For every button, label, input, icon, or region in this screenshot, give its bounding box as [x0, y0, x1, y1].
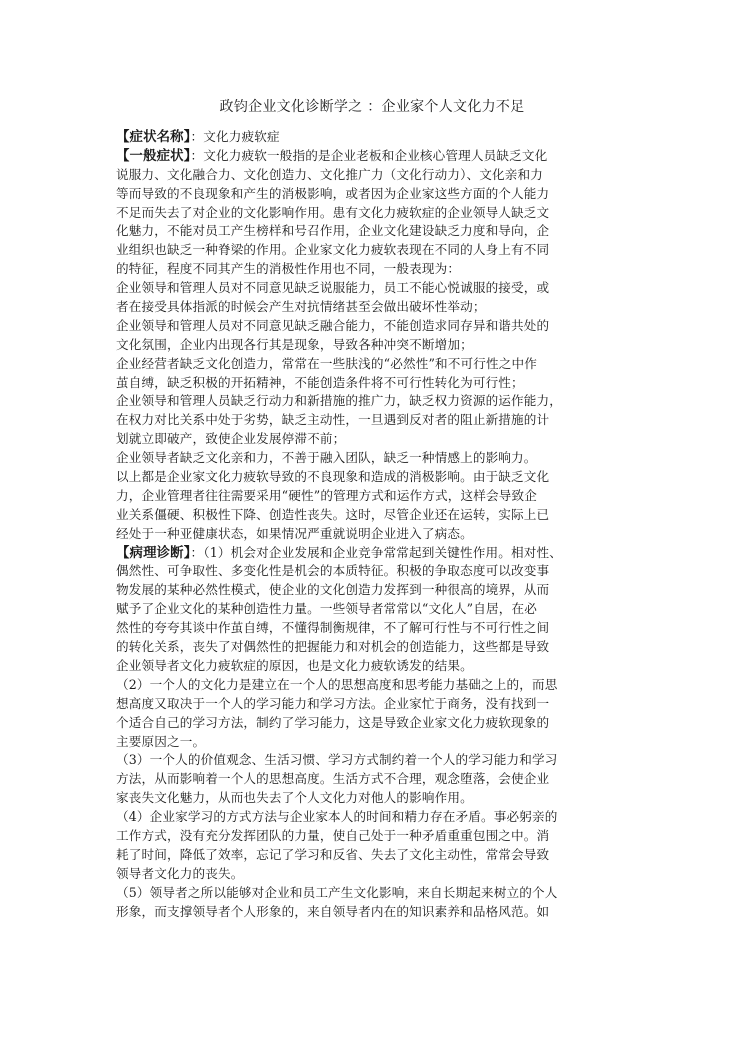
text-line: 说服力、文化融合力、文化创造力、文化推广力（文化行动力）、文化亲和力 — [116, 166, 543, 182]
text-line: 企业领导者文化力疲软症的原因，也是文化力疲软诱发的结果。 — [116, 657, 473, 673]
text-line: 化魅力，不能对员工产生榜样和号召作用，企业文化建设缺乏力度和导向，企 — [116, 223, 550, 239]
text-line: 想高度又取决于一个人的学习能力和学习方法。企业家忙于商务，没有找到一 — [116, 695, 550, 711]
diagnosis-first-text: ：（1）机会对企业发展和企业竞争常常起到关键性作用。相对性、 — [190, 544, 562, 560]
text-line: 以上都是企业家文化力疲软导致的不良现象和造成的消极影响。由于缺乏文化 — [116, 469, 550, 485]
general-symptoms-line — [116, 147, 636, 166]
text-line: 等而导致的不良现象和产生的消极影响，或者因为企业家这些方面的个人能力 — [116, 185, 550, 201]
general-symptoms-paragraph — [116, 166, 636, 544]
text-line: 企业领导和管理人员对不同意见缺乏融合能力，不能创造求同存异和谐共处的 — [116, 317, 550, 333]
text-line: 企业经营者缺乏文化创造力，常常在一些肤浅的“必然性”和不可行性之中作 — [116, 355, 537, 371]
document-title: 政钧企业文化诊断学之 ：企业家个人文化力不足 — [219, 99, 525, 115]
text-line: 经处于一种亚健康状态，如果情况严重就说明企业进入了病态。 — [116, 525, 473, 541]
text-line: 家丧失文化魅力，从而也失去了个人文化力对他人的影响作用。 — [116, 790, 473, 806]
text-line: 方法，从而影响着一个人的思想高度。生活方式不合理，观念堕落，会使企业 — [116, 771, 550, 787]
symptom-name-line — [116, 128, 636, 147]
text-line: 企业领导者缺乏文化亲和力，不善于融入团队，缺乏一种情感上的影响力。 — [116, 450, 537, 466]
document-body — [116, 128, 636, 921]
text-line: 企业领导和管理人员缺乏行动力和新措施的推广力，缺乏权力资源的运作能力， — [116, 393, 563, 409]
text-line: 赋予了企业文化的某种创造性力量。一些领导者常常以“文化人”自居，在必 — [116, 601, 537, 617]
text-line: 文化氛围，企业内出现各行其是现象，导致各种冲突不断增加； — [116, 336, 473, 352]
text-line: 不足而失去了对企业的文化影响作用。患有文化力疲软症的企业领导人缺乏文 — [116, 204, 550, 220]
text-line: 在权力对比关系中处于劣势，缺乏主动性，一旦遇到反对者的阻止新措施的计 — [116, 412, 550, 428]
text-line: 业组织也缺乏一种脊梁的作用。企业家文化力疲软表现在不同的人身上有不同 — [116, 242, 550, 258]
text-line: 个适合自己的学习方法，制约了学习能力，这是导致企业家文化力疲软现象的 — [116, 714, 550, 730]
text-line: （4）企业家学习的方式方法与企业家本人的时间和精力存在矛盾。事必躬亲的 — [116, 809, 558, 825]
diagnosis-paragraph — [116, 562, 636, 921]
text-line: 然性的夸夸其谈中作茧自缚，不懂得制衡规律，不了解可行性与不可行性之间 — [116, 620, 550, 636]
text-line: 企业领导和管理人员对不同意见缺乏说服能力，员工不能心悦诚服的接受，或 — [116, 280, 550, 296]
text-line: 业关系僵硬、积极性下降、创造性丧失。这时，尽管企业还在运转，实际上已 — [116, 506, 550, 522]
text-line: 的转化关系，丧失了对偶然性的把握能力和对机会的创造能力，这些都是导致 — [116, 639, 550, 655]
text-line: 偶然性、可争取性、多变化性是机会的本质特征。积极的争取态度可以改变事 — [116, 563, 550, 579]
text-line: 耗了时间，降低了效率，忘记了学习和反省、失去了文化主动性，常常会导致 — [116, 846, 550, 862]
diagnosis-line — [116, 544, 636, 563]
text-line: 的特征，程度不同其产生的消极性作用也不同，一般表现为： — [116, 261, 461, 277]
text-line: 物发展的某种必然性模式，使企业的文化创造力发挥到一种很高的境界，从而 — [116, 582, 550, 598]
text-line: 划就立即破产，致使企业发展停滞不前； — [116, 431, 346, 447]
general-symptoms-first-text: ：文化力疲软一般指的是企业老板和企业核心管理人员缺乏文化 — [190, 147, 548, 163]
text-line: 形象，而支撑领导者个人形象的，来自领导者内在的知识素养和品格风范。如 — [116, 903, 550, 919]
symptom-name-label: 【症状名称】 — [116, 130, 191, 145]
general-symptoms-label: 【一般症状】 — [116, 148, 191, 164]
text-line: 茧自缚，缺乏积极的开拓精神，不能创造条件将不可行性转化为可行性； — [116, 374, 524, 390]
text-line: 领导者文化力的丧失。 — [116, 865, 244, 881]
text-line: 力，企业管理者往往需要采用“硬性”的管理方式和运作方式，这样会导致企 — [116, 487, 537, 503]
text-line: 工作方式，没有充分发挥团队的力量，使自己处于一种矛盾重重包围之中。消 — [116, 827, 550, 843]
symptom-name-text: ：文化力疲软症 — [190, 129, 280, 144]
text-line: （2）一个人的文化力是建立在一个人的思想高度和思考能力基础之上的，而思 — [116, 676, 558, 692]
text-line: 者在接受具体指派的时候会产生对抗情绪甚至会做出破坏性举动； — [116, 299, 486, 315]
diagnosis-label: 【病理诊断】 — [116, 545, 191, 561]
text-line: （5）领导者之所以能够对企业和员工产生文化影响，来自长期起来树立的个人 — [116, 884, 558, 900]
text-line: （3）一个人的价值观念、生活习惯、学习方式制约着一个人的学习能力和学习 — [116, 752, 558, 768]
text-line: 主要原因之一。 — [116, 733, 206, 749]
